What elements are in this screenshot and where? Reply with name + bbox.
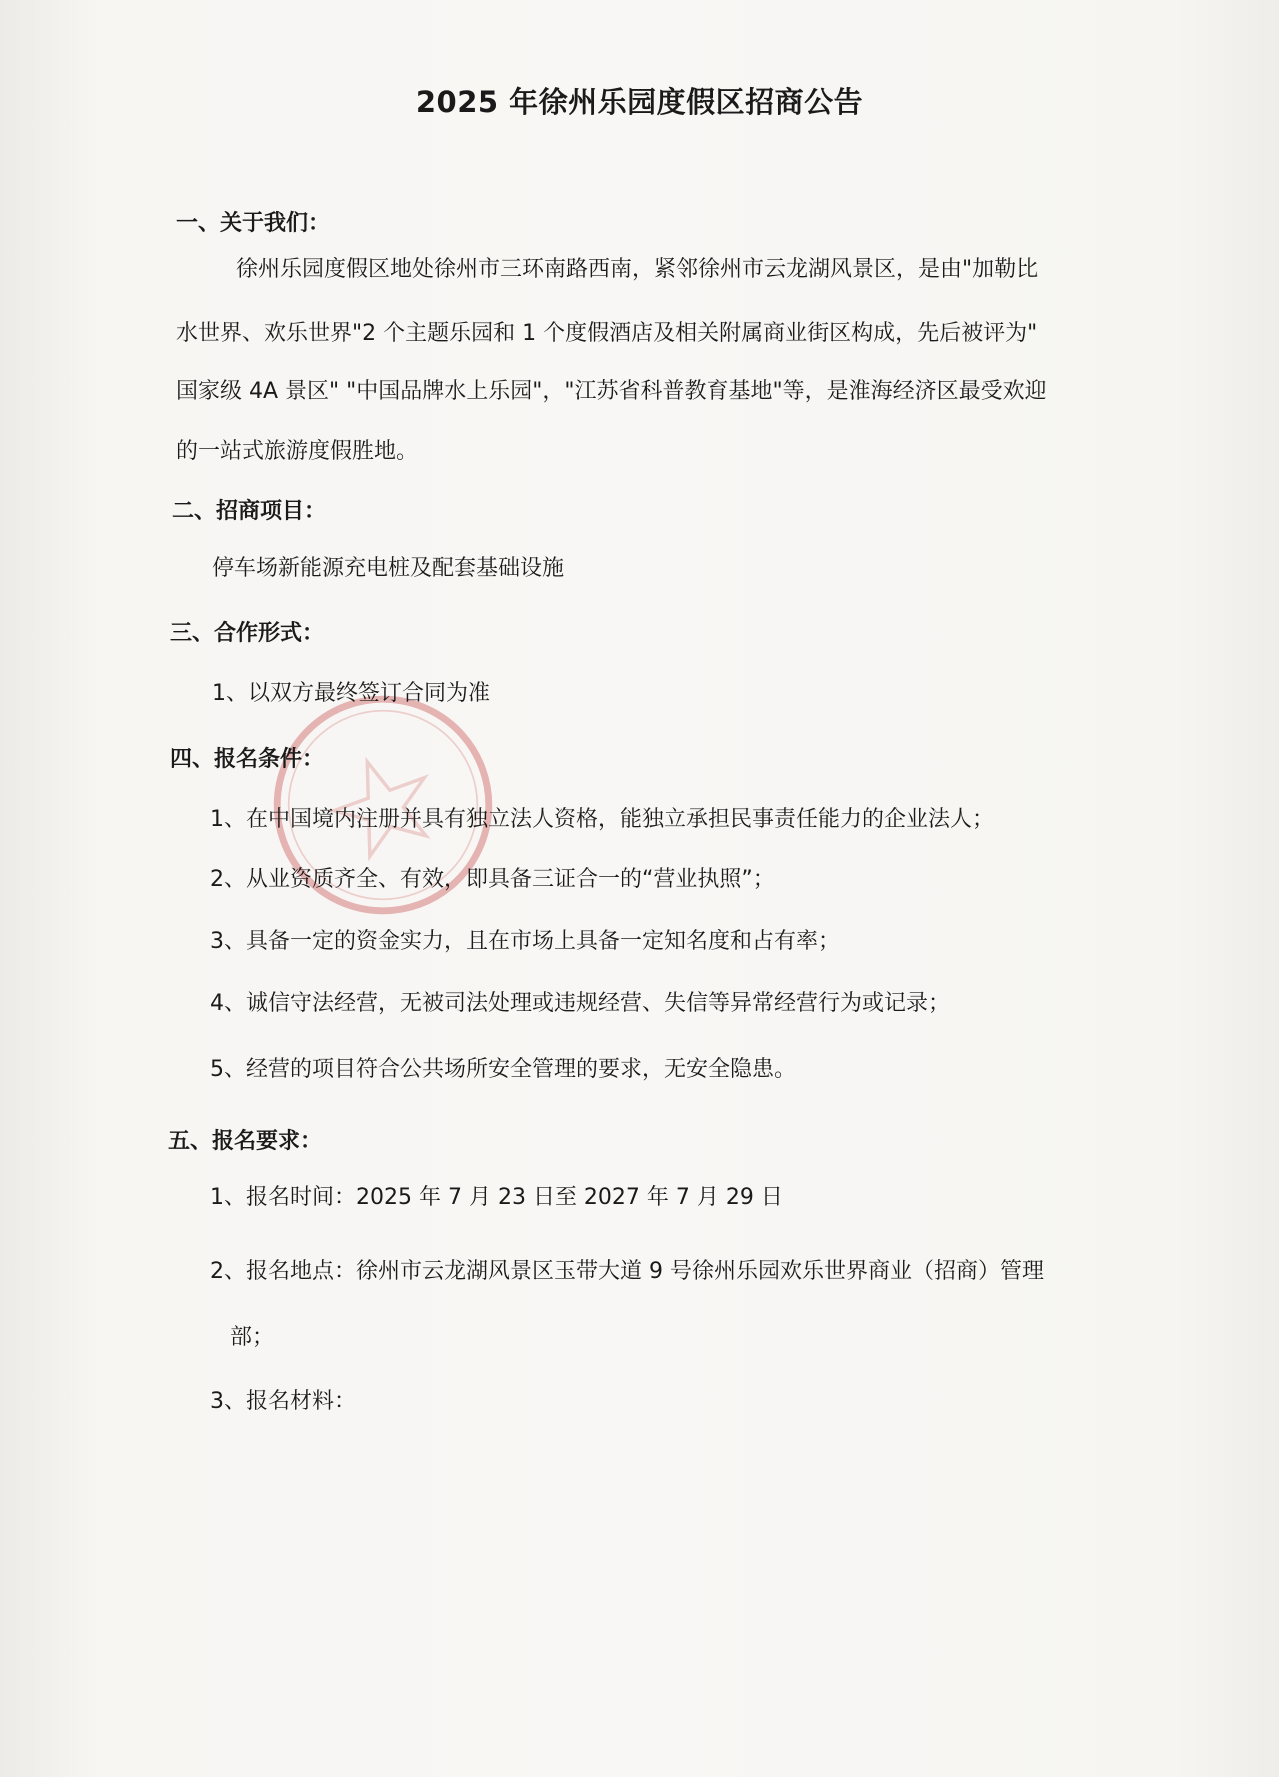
requirement-item-2-continued: 部； (230, 1325, 275, 1350)
section-heading-cooperation: 三、合作形式： (170, 621, 325, 646)
section-heading-requirements: 五、报名要求： (168, 1129, 323, 1154)
requirement-item-2: 2、报名地点：徐州市云龙湖风景区玉带大道 9 号徐州乐园欢乐世界商业（招商）管理 (210, 1259, 1044, 1284)
requirement-item-1: 1、报名时间：2025 年 7 月 23 日至 2027 年 7 月 29 日 (210, 1185, 783, 1210)
section-heading-about: 一、关于我们： (176, 211, 331, 236)
condition-item-4: 4、诚信守法经营，无被司法处理或违规经营、失信等异常经营行为或记录； (210, 991, 950, 1016)
about-paragraph-line-4: 的一站式旅游度假胜地。 (176, 439, 419, 464)
condition-item-3: 3、具备一定的资金实力，且在市场上具备一定知名度和占有率； (210, 929, 840, 954)
section-heading-conditions: 四、报名条件： (170, 747, 325, 772)
condition-item-1: 1、在中国境内注册并具有独立法人资格，能独立承担民事责任能力的企业法人； (210, 807, 994, 832)
about-paragraph-line-3: 国家级 4A 景区" "中国品牌水上乐园"，"江苏省科普教育基地"等，是淮海经济区最受欢迎 (176, 379, 1047, 404)
condition-item-5: 5、经营的项目符合公共场所安全管理的要求，无安全隐患。 (210, 1057, 796, 1082)
about-paragraph-line-1: 徐州乐园度假区地处徐州市三环南路西南，紧邻徐州市云龙湖风景区，是由"加勒比 (236, 257, 1039, 282)
about-paragraph-line-2: 水世界、欢乐世界"2 个主题乐园和 1 个度假酒店及相关附属商业街区构成，先后被评为" (176, 321, 1038, 346)
document-title: 2025 年徐州乐园度假区招商公告 (415, 85, 864, 119)
condition-item-2: 2、从业资质齐全、有效，即具备三证合一的“营业执照”； (210, 867, 775, 892)
cooperation-item-1: 1、以双方最终签订合同为准 (212, 681, 490, 706)
section-heading-project: 二、招商项目： (172, 499, 327, 524)
requirement-item-3: 3、报名材料： (210, 1389, 356, 1414)
project-item: 停车场新能源充电桩及配套基础设施 (212, 556, 565, 581)
